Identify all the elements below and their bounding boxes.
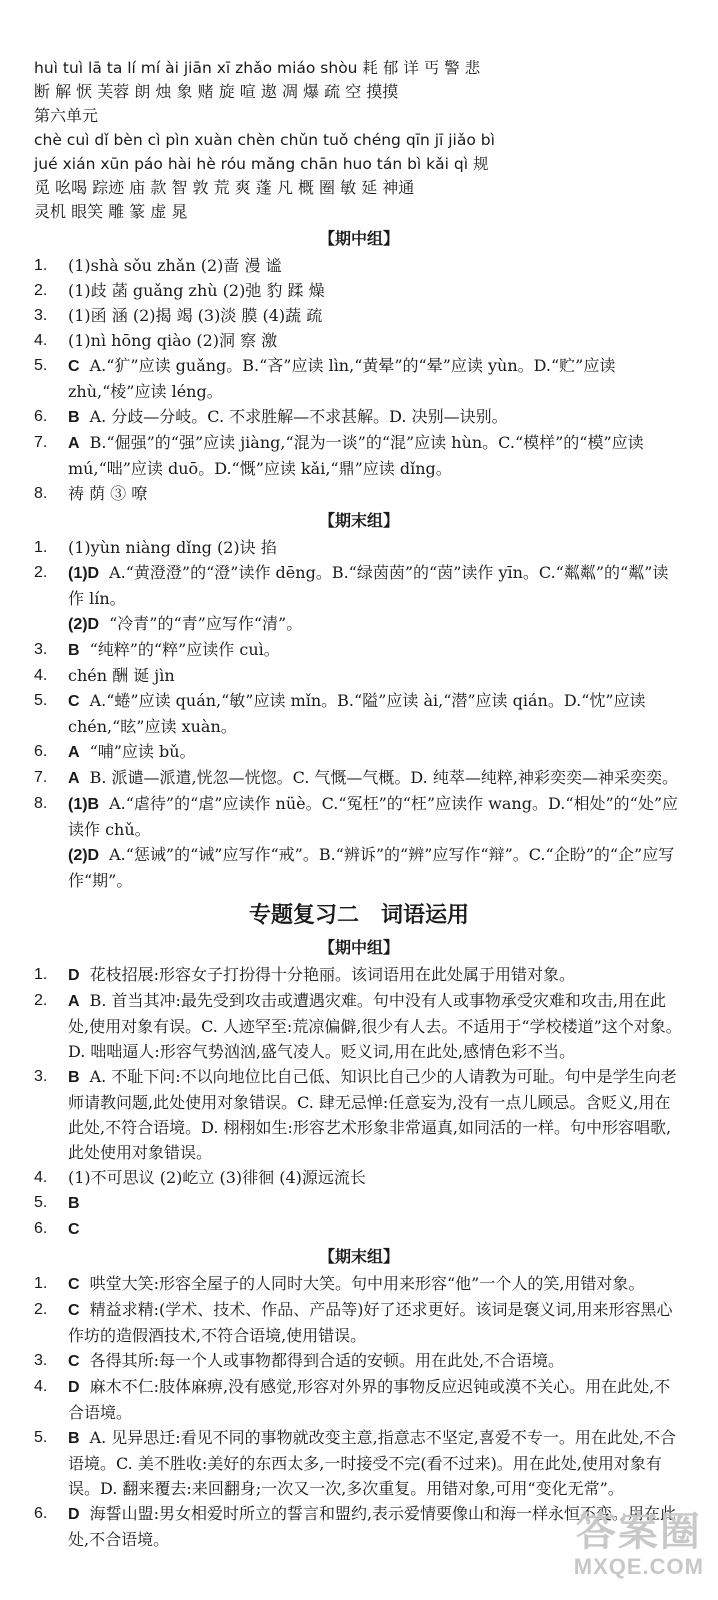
- item-number: 5.: [34, 1429, 48, 1446]
- answer-item: [34, 278, 684, 303]
- section-heading-midterm-2: 【期中组】: [318, 938, 399, 957]
- answer-item: [34, 1348, 684, 1374]
- answer-item: [34, 1271, 684, 1297]
- answer-letter: B: [68, 642, 80, 659]
- sub-answer-text: A.“黄澄澄”的“澄”读作 dēng。B.“绿茵茵”的“茵”读作 yīn。C.“粼粼”的“粼”读作 lín。: [68, 563, 669, 608]
- sub-answer: [68, 842, 684, 893]
- answer-letter: D: [68, 967, 80, 984]
- answer-item: [34, 1374, 684, 1425]
- answer-item: [34, 791, 684, 893]
- sub-answer: [68, 611, 684, 637]
- sub-answer-label: (1)B: [68, 796, 100, 813]
- watermark-logo: [574, 1510, 704, 1580]
- item-number: 4.: [34, 667, 48, 684]
- midterm-answer-list-2: [34, 962, 684, 1242]
- item-number: 2.: [34, 1301, 48, 1318]
- answer-letter: B: [68, 1069, 80, 1086]
- item-number: 1.: [34, 966, 48, 983]
- sub-answer-label: (1)D: [68, 565, 100, 582]
- intro-block: [34, 56, 684, 224]
- answer-letter: A: [68, 744, 80, 761]
- sub-answer-label: (2)D: [68, 616, 100, 633]
- item-number: 2.: [34, 282, 48, 299]
- item-number: 6.: [34, 408, 48, 425]
- item-number: 1.: [34, 539, 48, 556]
- answer-text: 海誓山盟:男女相爱时所立的誓言和盟约,表示爱情要像山和海一样永恒不变。用在此处,不合语境。: [68, 1504, 677, 1549]
- answer-text: A.“犷”应读 guǎng。B.“吝”应读 lìn,“黄晕”的“晕”应读 yùn。D.“贮”应读 zhù,“棱”应读 léng。: [68, 356, 616, 401]
- item-number: 8.: [34, 485, 48, 502]
- answer-text: “哺”应读 bǔ。: [89, 742, 196, 761]
- item-number: 3.: [34, 307, 48, 324]
- item-number: 7.: [34, 434, 48, 451]
- item-number: 1.: [34, 257, 48, 274]
- answer-item: [34, 353, 684, 404]
- answer-letter: A: [68, 993, 80, 1010]
- answer-item: [34, 1216, 684, 1242]
- answer-letter: C: [68, 1221, 80, 1238]
- item-number: 4.: [34, 1378, 48, 1395]
- answer-text: 麻木不仁:肢体麻痹,没有感觉,形容对外界的事物反应迟钝或漠不关心。用在此处,不合语境。: [68, 1377, 671, 1422]
- answer-item: [34, 1064, 684, 1165]
- item-number: 7.: [34, 769, 48, 786]
- midterm-answer-list: [34, 253, 684, 506]
- answer-text: A. 不耻下问:不以向地位比自己低、知识比自己少的人请教为可耻。句中是学生向老师请教问题,此处使用对象错误。C. 肆无忌惮:任意妄为,没有一点儿顾忌。含贬义,用在此处,不符合语境。D. 栩栩如生:形容艺术形象非常逼真,如同活的一样。句中形容唱歌,此处使用对象错误。: [68, 1067, 677, 1162]
- answer-item: [34, 637, 684, 663]
- answer-item: [34, 688, 684, 739]
- answer-item: [34, 988, 684, 1064]
- answer-item: [34, 1165, 684, 1190]
- answer-text: (1)shà sǒu zhǎn (2)啬 漫 谧: [68, 256, 282, 275]
- answer-text: A. 分歧—分岐。C. 不求胜解—不求甚解。D. 决别—诀别。: [89, 407, 508, 426]
- topic-title: 专题复习二 词语运用: [248, 903, 469, 928]
- words-line-2: 觅 吆喝 踪迹 庙 款 智 敦 荒 爽 蓬 凡 概 圈 敏 延 神通: [34, 178, 415, 197]
- item-number: 2.: [34, 564, 48, 581]
- answer-text: (1)yùn niàng dǐng (2)诀 掐: [68, 538, 277, 557]
- answer-letter: B: [68, 409, 80, 426]
- answer-text: 花枝招展:形容女子打扮得十分艳丽。该词语用在此处属于用错对象。: [89, 965, 575, 984]
- answer-item: [34, 430, 684, 481]
- section-heading-midterm: 【期中组】: [318, 229, 399, 248]
- answer-letter: C: [68, 693, 80, 710]
- item-number: 8.: [34, 795, 48, 812]
- watermark-text-cn: 答案圈: [575, 1510, 702, 1554]
- answer-text: B. 派谴—派遣,恍忽—恍惚。C. 气慨—气概。D. 纯萃—纯粹,神彩奕奕—神采奕奕。: [89, 768, 678, 787]
- item-number: 1.: [34, 1275, 48, 1292]
- answer-item: [34, 328, 684, 353]
- answer-item: [34, 739, 684, 765]
- item-number: 3.: [34, 1068, 48, 1085]
- answer-text: “纯粹”的“粹”应读作 cuì。: [89, 640, 280, 659]
- answer-text: (1)nì hōng qiào (2)洞 察 激: [68, 331, 278, 350]
- sub-answer-label: (2)D: [68, 847, 100, 864]
- item-number: 3.: [34, 641, 48, 658]
- answer-item: [34, 1190, 684, 1216]
- answer-letter: B: [68, 1195, 80, 1212]
- answer-text: A.“蜷”应读 quán,“敏”应读 mǐn。B.“隘”应读 ài,“潜”应读 qián。D.“忱”应读 chén,“眩”应读 xuàn。: [68, 691, 646, 736]
- answer-text: 哄堂大笑:形容全屋子的人同时大笑。句中用来形容“他”一个人的笑,用错对象。: [89, 1274, 645, 1293]
- answer-text: B. 首当其冲:最先受到攻击或遭遇灾难。句中没有人或事物承受灾难和攻击,用在此处,使用对象有误。C. 人迹罕至:荒凉偏僻,很少有人去。不适用于“学校楼道”这个对象。D. 咄咄逼人:形容气势汹汹,盛气凌人。贬义词,用在此处,感情色彩不当。: [68, 991, 682, 1061]
- answer-letter: A: [68, 435, 80, 452]
- item-number: 6.: [34, 1220, 48, 1237]
- answer-item: [34, 303, 684, 328]
- item-number: 6.: [34, 743, 48, 760]
- answer-item: [34, 1425, 684, 1501]
- answer-item: [34, 481, 684, 506]
- answer-text: chén 酬 诞 jìn: [68, 666, 175, 685]
- answer-text: 各得其所:每一个人或事物都得到合适的安顿。用在此处,不合语境。: [89, 1351, 565, 1370]
- answer-text: (1)函 涵 (2)揭 竭 (3)淡 膜 (4)蔬 疏: [68, 306, 323, 325]
- item-number: 5.: [34, 1194, 48, 1211]
- answer-text: 祷 荫 ③ 嘹: [68, 484, 148, 503]
- answer-item: [34, 663, 684, 688]
- answer-text: 精益求精:(学术、技术、作品、产品等)好了还求更好。该词是褒义词,用来形容黑心作坊的造假酒技术,不符合语境,使用错误。: [68, 1300, 673, 1345]
- item-number: 4.: [34, 1169, 48, 1186]
- sub-answer-text: “冷青”的“青”应写作“清”。: [109, 614, 303, 633]
- pinyin-line-1: huì tuì lā ta lí mí ài jiān xī zhǎo miáo shòu 耗 郁 详 丐 警 悲: [34, 59, 481, 77]
- answer-item: [34, 253, 684, 278]
- item-number: 5.: [34, 692, 48, 709]
- answer-letter: D: [68, 1379, 80, 1396]
- answer-letter: B: [68, 1430, 80, 1447]
- pinyin-line-2: chè cuì dǐ bèn cì pìn xuàn chèn chǔn tuǒ chéng qīn jī jiǎo bì: [34, 131, 495, 149]
- item-number: 6.: [34, 1505, 48, 1522]
- answer-item: [34, 765, 684, 791]
- words-line-3: 灵机 眼笑 雕 篆 虚 晁: [34, 202, 188, 221]
- answer-item: [34, 535, 684, 560]
- answer-item: [34, 404, 684, 430]
- section-heading-final-2: 【期末组】: [318, 1247, 399, 1266]
- answer-item: [34, 1297, 684, 1348]
- item-number: 3.: [34, 1352, 48, 1369]
- section-heading-final: 【期末组】: [318, 511, 399, 530]
- answer-letter: C: [68, 1353, 80, 1370]
- sub-answer: [68, 791, 684, 842]
- pinyin-line-3: jué xián xūn páo hài hè róu mǎng chān huo tán bì kǎi qì 规: [34, 155, 489, 173]
- answer-text: B.“倔强”的“强”应读 jiàng,“混为一谈”的“混”应读 hùn。C.“模样”的“模”应读 mú,“咄”应读 duō。D.“慨”应读 kǎi,“鼎”应读 dǐng。: [68, 433, 644, 478]
- answer-item: [34, 962, 684, 988]
- final-answer-list: [34, 535, 684, 893]
- unit-title: 第六单元: [34, 106, 99, 125]
- answer-text: (1)不可思议 (2)屹立 (3)徘徊 (4)源远流长: [68, 1168, 366, 1187]
- answer-letter: D: [68, 1506, 80, 1523]
- watermark-text-en: MXQE.COM: [573, 1554, 704, 1579]
- answer-letter: C: [68, 1276, 80, 1293]
- item-number: 2.: [34, 992, 48, 1009]
- answer-letter: C: [68, 1302, 80, 1319]
- sub-answer: [68, 560, 684, 611]
- sub-answer-text: A.“惩诫”的“诫”应写作“戒”。B.“辨诉”的“辨”应写作“辩”。C.“企盼”的“企”应写作“期”。: [68, 845, 675, 890]
- answer-text: (1)歧 菡 guǎng zhù (2)弛 豹 蹂 燥: [68, 281, 325, 300]
- item-number: 5.: [34, 357, 48, 374]
- answer-letter: A: [68, 770, 80, 787]
- answer-text: A. 见异思迁:看见不同的事物就改变主意,指意志不坚定,喜爱不专一。用在此处,不合语境。C. 美不胜收:美好的东西太多,一时接受不完(看不过来)。用在此处,使用对象有误。D. 翻来覆去:来回翻身;一次又一次,多次重复。用错对象,可用“变化无常”。: [68, 1428, 676, 1498]
- answer-page: [34, 56, 684, 1552]
- answer-letter: C: [68, 358, 80, 375]
- answer-item: [34, 560, 684, 637]
- words-line-1: 断 解 恹 芙蓉 朗 烛 象 赌 旋 喧 遨 凋 爆 疏 空 摸摸: [34, 82, 399, 101]
- sub-answer-text: A.“虐待”的“虐”应读作 nüè。C.“冤枉”的“枉”应读作 wang。D.“相处”的“处”应读作 chǔ。: [68, 794, 679, 839]
- item-number: 4.: [34, 332, 48, 349]
